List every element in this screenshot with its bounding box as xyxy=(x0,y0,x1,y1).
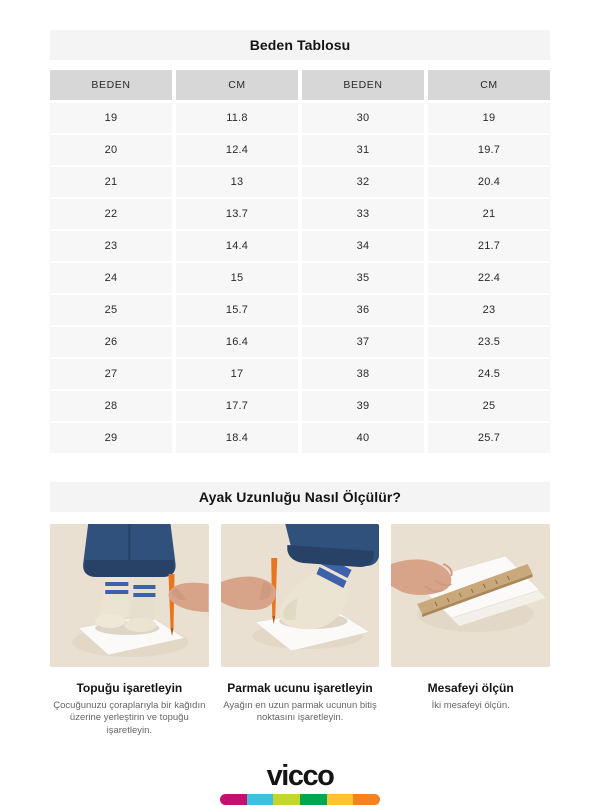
table-cell: 19.7 xyxy=(428,135,550,165)
table-cell: 20 xyxy=(50,135,172,165)
table-cell: 36 xyxy=(302,295,424,325)
table-cell: 39 xyxy=(302,391,424,421)
table-cell: 23 xyxy=(428,295,550,325)
table-cell: 17 xyxy=(176,359,298,389)
table-cell: 23.5 xyxy=(428,327,550,357)
table-cell: 29 xyxy=(50,423,172,453)
size-table-title: Beden Tablosu xyxy=(249,37,351,53)
table-cell: 21 xyxy=(50,167,172,197)
table-cell: 32 xyxy=(302,167,424,197)
table-cell: 17.7 xyxy=(176,391,298,421)
table-cell: 18.4 xyxy=(176,423,298,453)
column-header: CM xyxy=(428,70,550,100)
mark-heel-photo xyxy=(50,524,209,667)
table-cell: 25 xyxy=(50,295,172,325)
table-cell: 38 xyxy=(302,359,424,389)
measure-section-title-band xyxy=(50,482,550,512)
size-guide-page xyxy=(50,0,550,805)
size-table-header xyxy=(50,70,550,100)
table-cell: 35 xyxy=(302,263,424,293)
step-mark-heel xyxy=(50,524,209,737)
measure-section-title: Ayak Uzunluğu Nasıl Ölçülür? xyxy=(198,489,402,505)
mark-toe-illustration xyxy=(221,524,380,667)
table-cell: 27 xyxy=(50,359,172,389)
step-description: Çocuğunuzu çoraplarıyla bir kağıdın üzerine yerleştirin ve topuğu işaretleyin. xyxy=(53,700,206,736)
table-cell: 25.7 xyxy=(428,423,550,453)
table-cell: 13.7 xyxy=(176,199,298,229)
column-header: BEDEN xyxy=(50,70,172,100)
table-cell: 19 xyxy=(428,103,550,133)
column-header: CM xyxy=(176,70,298,100)
table-cell: 11.8 xyxy=(176,103,298,133)
step-title: Parmak ucunu işaretleyin xyxy=(227,681,373,695)
step-mark-toe xyxy=(221,524,380,737)
size-table-body xyxy=(50,103,550,453)
table-cell: 25 xyxy=(428,391,550,421)
table-cell: 22 xyxy=(50,199,172,229)
table-cell: 12.4 xyxy=(176,135,298,165)
table-cell: 23 xyxy=(50,231,172,261)
measure-distance-photo xyxy=(391,524,550,667)
table-cell: 31 xyxy=(302,135,424,165)
table-cell: 20.4 xyxy=(428,167,550,197)
table-cell: 13 xyxy=(176,167,298,197)
table-cell: 21.7 xyxy=(428,231,550,261)
table-cell: 14.4 xyxy=(176,231,298,261)
brand-logo-text: vicco xyxy=(266,760,334,793)
table-cell: 24 xyxy=(50,263,172,293)
step-description: İki mesafeyi ölçün. xyxy=(431,700,510,711)
step-measure-distance xyxy=(391,524,550,737)
size-table-title-band xyxy=(50,30,550,60)
size-table xyxy=(50,70,550,453)
brand-logo xyxy=(50,761,550,805)
step-title: Mesafeyi ölçün xyxy=(427,681,514,695)
table-cell: 16.4 xyxy=(176,327,298,357)
table-cell: 15.7 xyxy=(176,295,298,325)
table-cell: 37 xyxy=(302,327,424,357)
mark-heel-illustration xyxy=(50,524,209,667)
table-cell: 21 xyxy=(428,199,550,229)
measure-steps xyxy=(50,524,550,737)
step-title: Topuğu işaretleyin xyxy=(76,681,183,695)
table-cell: 34 xyxy=(302,231,424,261)
column-header: BEDEN xyxy=(302,70,424,100)
table-cell: 15 xyxy=(176,263,298,293)
table-cell: 26 xyxy=(50,327,172,357)
table-cell: 30 xyxy=(302,103,424,133)
table-cell: 28 xyxy=(50,391,172,421)
table-cell: 19 xyxy=(50,103,172,133)
table-cell: 22.4 xyxy=(428,263,550,293)
step-description: Ayağın en uzun parmak ucunun bitiş noktasını işaretleyin. xyxy=(223,700,377,724)
table-cell: 24.5 xyxy=(428,359,550,389)
table-cell: 33 xyxy=(302,199,424,229)
mark-toe-photo xyxy=(221,524,380,667)
measure-distance-illustration xyxy=(391,524,550,667)
table-cell: 40 xyxy=(302,423,424,453)
